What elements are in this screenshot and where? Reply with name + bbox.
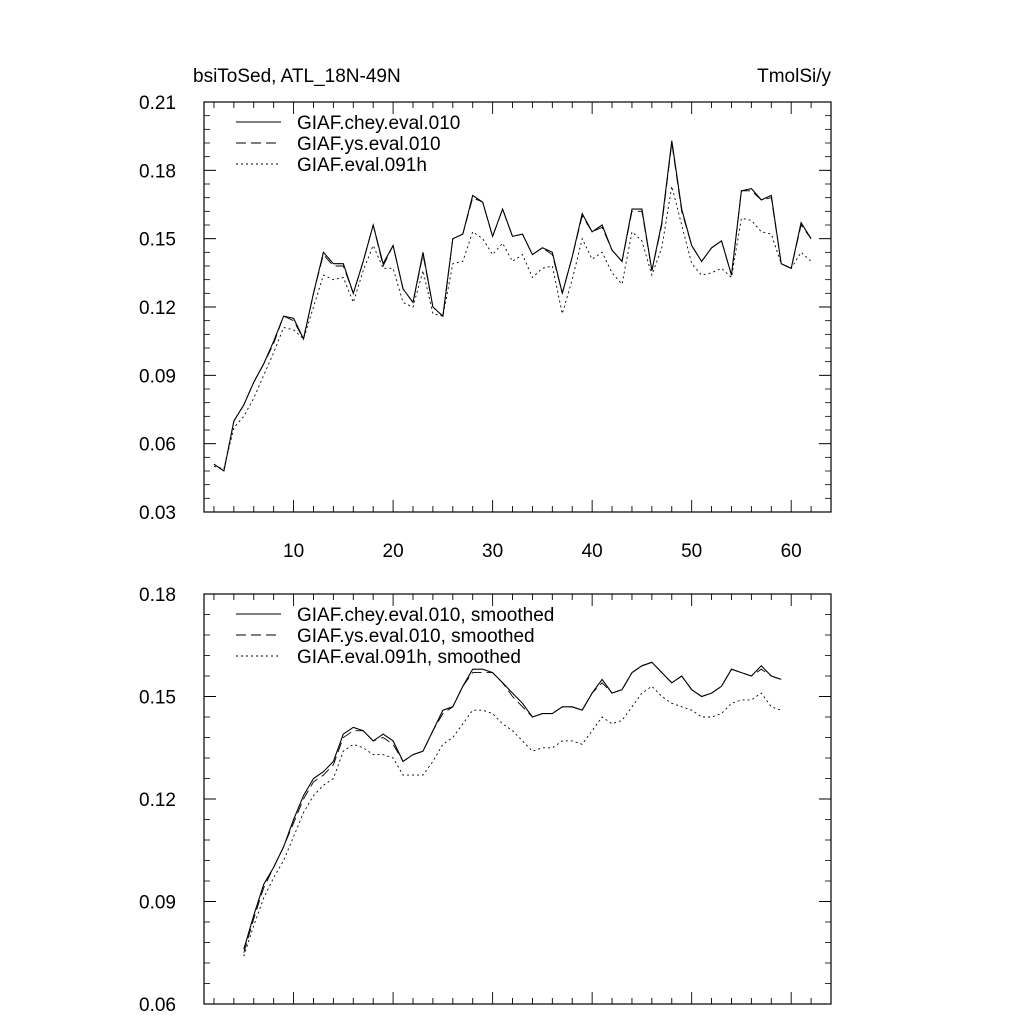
header-right-units: TmolSi/y [757,66,831,87]
legend-label-3: GIAF.eval.091h, smoothed [297,647,521,668]
legend-label-2: GIAF.ys.eval.010 [297,134,441,155]
series-line-1 [244,662,781,949]
y-tick-label: 0.18 [139,585,176,606]
series-line-3 [244,686,781,956]
header-left-title: bsiToSed, ATL_18N-49N [193,66,401,87]
x-tick-label: 30 [482,541,504,562]
y-tick-label: 0.15 [139,687,176,709]
y-tick-label: 0.12 [139,790,176,811]
x-tick-label: 60 [780,541,802,562]
bottom-panel [139,585,831,1016]
x-tick-label: 40 [581,541,603,562]
legend-label-3: GIAF.eval.091h [297,155,427,176]
y-tick-label: 0.21 [139,93,176,114]
top-panel [139,93,831,562]
legend-label-2: GIAF.ys.eval.010, smoothed [297,626,535,647]
series-line-3 [214,186,811,468]
y-tick-label: 0.06 [139,995,176,1016]
x-tick-label: 10 [283,541,305,562]
series-line-1 [214,141,811,471]
y-tick-label: 0.09 [139,892,176,914]
series-line-2 [244,662,781,953]
x-tick-label: 50 [681,541,703,562]
y-tick-label: 0.12 [139,298,176,319]
x-tick-label: 20 [382,541,404,562]
legend-label-1: GIAF.chey.eval.010, smoothed [297,605,555,626]
y-tick-label: 0.18 [139,161,176,183]
y-tick-label: 0.06 [139,434,176,456]
y-tick-label: 0.09 [139,366,176,388]
legend-label-1: GIAF.chey.eval.010 [297,113,461,134]
y-tick-label: 0.15 [139,229,176,251]
series-line-2 [214,143,811,471]
y-tick-label: 0.03 [139,503,176,524]
